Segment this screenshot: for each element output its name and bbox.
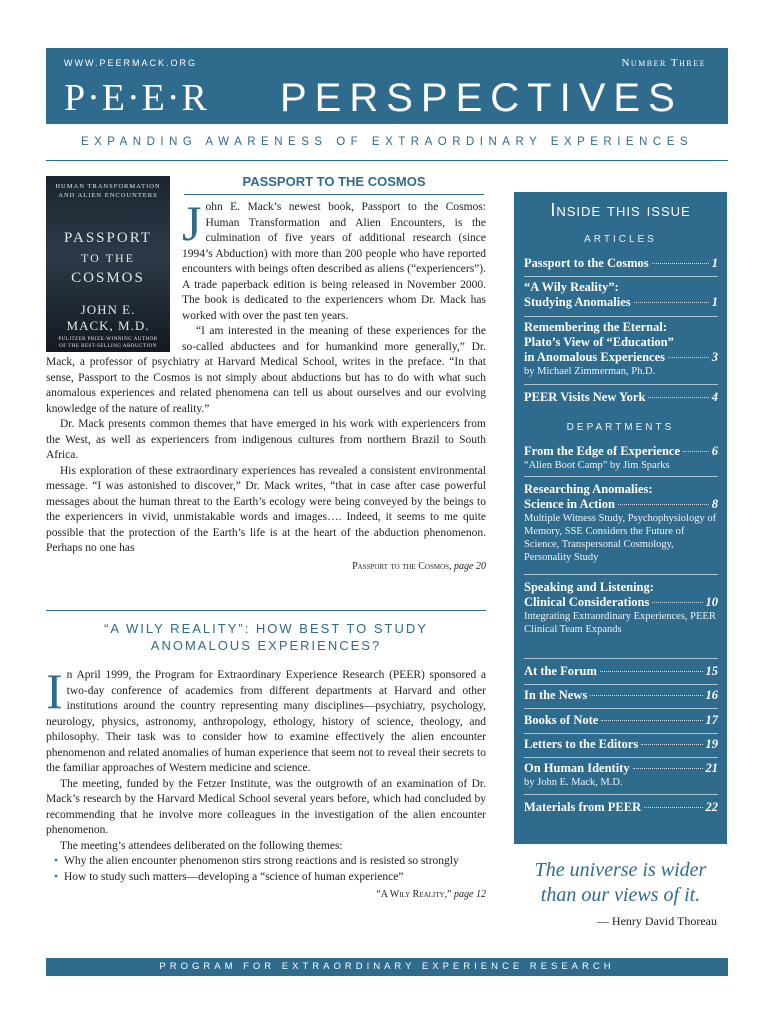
article1-paragraph: John E. Mack’s newest book, Passport to the Cosmos: Human Transformation and Alien Encounters, is the culmination of five years of additional research (since 1994’s Abduction) with more than 200 people who have reported encounters with beings often described as aliens (“experiencers”). A trade paperback edition is being released in November 2000. The book is dedicated to the experiencers whom Dr. Mack has worked with over the past ten years. — [182, 195, 486, 322]
article2-top-rule — [46, 610, 486, 611]
header-divider — [46, 160, 728, 161]
toc-entry-edge-of-experience[interactable]: From the Edge of Experience 6 “Alien Boot Camp” by Jim Sparks — [524, 444, 718, 471]
list-item: • How to study such matters—developing a “science of human experience” — [64, 870, 486, 886]
article1-dropcap: J — [182, 195, 202, 251]
toc-entry-forum[interactable]: At the Forum 15 — [524, 664, 718, 678]
masthead — [46, 48, 728, 124]
toc-divider — [524, 316, 718, 317]
toc-divider — [524, 708, 718, 709]
toc-entry-letters[interactable]: Letters to the Editors 19 — [524, 737, 718, 751]
toc-divider — [524, 574, 718, 575]
list-item: • Why the alien encounter phenomenon stirs strong reactions and is resisted so strongly — [64, 854, 486, 870]
toc-divider — [524, 684, 718, 685]
toc-entry-new-york[interactable]: PEER Visits New York 4 — [524, 390, 718, 404]
toc-divider — [524, 794, 718, 795]
book-cover-author: JOHN E. MACK, M.D. — [66, 302, 150, 333]
toc-divider — [524, 276, 718, 277]
toc-entry-speaking-listening[interactable]: Speaking and Listening: Clinical Considerations 10 Integrating Extraordinary Experiences, PEER Clinical Team Expands — [524, 580, 718, 635]
book-cover-tagline: PULITZER PRIZE-WINNING AUTHOR OF THE BEST-SELLING ABDUCTION — [58, 337, 158, 349]
article1-paragraph: “I am interested in the meaning of these experiences for the so-called abductees and for humankind more generally,” Dr. Mack, a professor of psychiatry at Harvard Medical School, writes in the preface. “In that sense, Passport to the Cosmos is not simply about abductions but has to do with what such anomalous experiences and related phenomena can tell us about ourselves and our evolving knowledge of the nature of reality.” — [46, 325, 486, 415]
sidebar-title: Inside this issue — [550, 200, 691, 220]
toc-entry-remembering-eternal[interactable]: Remembering the Eternal: Plato’s View of “Education” in Anomalous Experiences 3 by Michael Zimmerman, Ph.D. — [524, 320, 718, 377]
article1-paragraph: Dr. Mack presents common themes that have emerged in his work with experiencers from the West, as well as experiencers from indigenous cultures from northern Brazil to South Africa. — [46, 418, 486, 461]
book-cover-title: PASSPORT TO THE COSMOS — [64, 230, 152, 286]
article2-paragraph: The meeting, funded by the Fetzer Institute, was the outgrowth of an examination of Dr. Mack’s research by the Harvard Medical School several years before, which had concluded by recommending that he involve more colleagues in the investigation of the alien encounter phenomenon. — [46, 777, 486, 836]
article2-dropcap: I — [46, 663, 63, 719]
departments-label: DEPARTMENTS — [566, 422, 675, 433]
toc-entry-human-identity[interactable]: On Human Identity 21 by John E. Mack, M.D. — [524, 761, 718, 788]
toc-entry-passport[interactable]: Passport to the Cosmos 1 — [524, 256, 718, 270]
article2-body — [46, 663, 486, 903]
toc-divider — [524, 733, 718, 734]
newsletter-title: PERSPECTIVES — [280, 76, 683, 120]
toc-divider — [524, 658, 718, 659]
article1-continued[interactable]: Passport to the Cosmos, page 20 — [352, 560, 486, 572]
issue-number: Number Three — [621, 57, 706, 69]
pull-quote: The universe is wider than our views of it. — [534, 859, 707, 906]
website-url[interactable]: WWW.PEERMACK.ORG — [64, 58, 197, 68]
toc-divider — [524, 384, 718, 385]
article1-title: PASSPORT TO THE COSMOS — [242, 174, 426, 189]
article2-title: “A WILY REALITY”: HOW BEST TO STUDY ANOMALOUS EXPERIENCES? — [104, 621, 428, 653]
inside-this-issue-sidebar — [514, 192, 727, 844]
toc-entry-researching-anomalies[interactable]: Researching Anomalies: Science in Action 8 Multiple Witness Study, Psychophysiology of Memory, SSE Considers the Future of Science, Transpersonal Cosmology, Personality Study — [524, 482, 718, 563]
toc-divider — [524, 757, 718, 758]
article1-paragraph: His exploration of these extraordinary experiences has revealed a consistent environmental message. “I was astonished to discover,” Dr. Mack writes, “that in case after case powerful messages about the human threat to the Earth’s ecology were being conveyed by the beings to the experiencers in vivid, unmistakable words and images…. Indeed, it seems to me quite possible that the protection of the Earth’s life is at the heart of the abduction phenomenon. Perhaps no one has — [46, 464, 486, 554]
articles-label: ARTICLES — [584, 234, 657, 245]
article2-paragraph: In April 1999, the Program for Extraordinary Experience Research (PEER) sponsored a two-day conference of academics from different departments at Harvard and other institutions around the country representing many disciplines—psychiatry, psychology, neurology, physics, astronomy, anthropology, ethology, history of science, theology, and philosophy. Their task was to consider how to examine effectively the alien encounter phenomenon and related anomalies of human experience that seem not to reveal their secrets to the familiar approaches of Western medicine and science. — [46, 663, 486, 774]
article2-paragraph: The meeting’s attendees deliberated on the following themes: — [60, 839, 343, 852]
peer-logo: P·E·E·R — [64, 77, 209, 119]
toc-entry-books[interactable]: Books of Note 17 — [524, 713, 718, 727]
themes-list — [46, 854, 486, 885]
toc-divider — [524, 476, 718, 477]
article2-continued[interactable]: “A Wily Reality,” page 12 — [376, 889, 486, 900]
tagline: EXPANDING AWARENESS OF EXTRAORDINARY EXPERIENCES — [80, 136, 694, 148]
footer-banner: PROGRAM FOR EXTRAORDINARY EXPERIENCE RESEARCH — [46, 958, 728, 976]
toc-entry-wily-reality[interactable]: “A Wily Reality”: Studying Anomalies 1 — [524, 280, 718, 309]
article1-title-rule — [184, 194, 484, 195]
toc-entry-materials[interactable]: Materials from PEER 22 — [524, 800, 718, 814]
toc-entry-news[interactable]: In the News 16 — [524, 688, 718, 702]
article1-body — [46, 195, 486, 574]
quote-attribution: — Henry David Thoreau — [596, 914, 717, 928]
book-cover-subtitle: HUMAN TRANSFORMATION AND ALIEN ENCOUNTERS — [55, 183, 161, 199]
